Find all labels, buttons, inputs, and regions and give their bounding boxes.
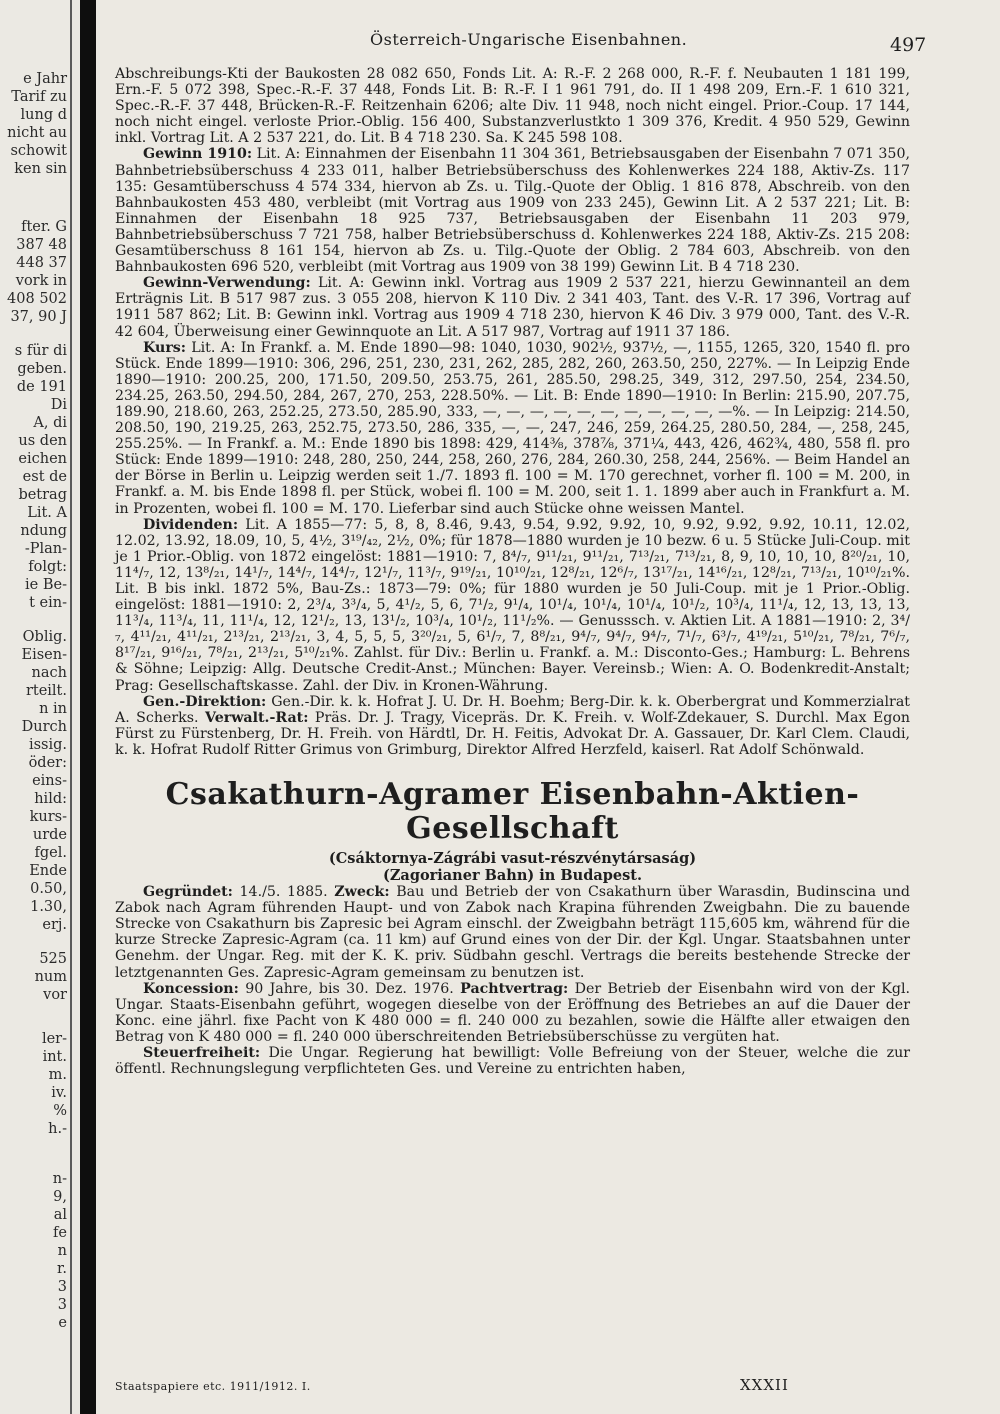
book-gutter: [80, 0, 96, 1414]
adjacent-page-fragment: 525: [39, 951, 67, 967]
footer-sheet-number: XXXII: [740, 1376, 789, 1394]
adjacent-page-fragment: fter. G: [21, 219, 67, 235]
direktion-paragraph: [115, 694, 910, 758]
adjacent-page-fragment: n in: [39, 701, 67, 717]
adjacent-page-fragment: vor: [43, 987, 67, 1003]
adjacent-page-fragment: nach: [31, 665, 67, 681]
adjacent-page-fragment: nicht au: [7, 125, 67, 141]
adjacent-page-fragment: hild:: [34, 791, 67, 807]
verwendung-paragraph: [115, 275, 910, 339]
adjacent-page-fragment: s für di: [14, 343, 67, 359]
company-city: Budapest.: [560, 867, 642, 885]
adjacent-page-fragment: 448 37: [16, 255, 67, 271]
adjacent-page-fragment: folgt:: [28, 559, 67, 575]
adjacent-page-fragment: eichen: [18, 451, 67, 467]
steuerfreiheit-paragraph: [115, 1045, 910, 1077]
company-subtitle-hungarian: (Csáktornya-Zágrábi vasut-részvénytársaság): [328, 850, 697, 868]
steuerfreiheit-text: Die Ungar. Regierung hat bewilligt: Volle Befreiung von der Steuer, welche die zur öffentl. Rechnungslegung verpflichteten Ges. und Vereine zu entrichten haben,: [115, 1044, 910, 1078]
adjacent-page-fragment: lung d: [20, 107, 67, 123]
running-title: Österreich-Ungarische Eisenbahnen.: [370, 30, 688, 49]
adjacent-page-fragment: 3: [57, 1279, 67, 1295]
adjacent-page-fragment: erj.: [42, 917, 67, 933]
dividenden-paragraph: [115, 517, 910, 694]
verwendung-text: Lit. A: Gewinn inkl. Vortrag aus 1909 2 537 221, hierzu Gewinnanteil an dem Erträgnis Lit. B 517 987 zus. 3 055 208, hiervon K 110 Div. 2 341 403, Tant. des V.-R. 17 396, Vortrag auf 1911 587 862; Lit. B: Gewinn inkl. Vortrag aus 1909 4 718 230, hiervon K 46 Div. 3 979 000, Tant. des V.-R. 42 604, Überweisung einer Gewinnquote an Lit. A 517 987, Vortrag auf 1911 37 186.: [115, 275, 910, 340]
adjacent-page-fragment: issig.: [28, 737, 67, 753]
adjacent-page-fragment: ken sin: [14, 161, 67, 177]
page-body: [115, 66, 910, 1077]
adjacent-page-fragment: Eisen-: [21, 647, 67, 663]
gewinn-paragraph: [115, 146, 910, 275]
adjacent-page-fragment: num: [34, 969, 67, 985]
adjacent-page-fragment: Oblig.: [22, 629, 67, 645]
adjacent-page-fragment: Durch: [21, 719, 67, 735]
adjacent-page-fragment: 9,: [53, 1189, 67, 1205]
adjacent-page-fragment: 37, 90 J: [10, 309, 67, 325]
zweck-text: Bau und Betrieb der von Csakathurn über Warasdin, Budinscina und Zabok nach Agram führenden Haupt- und von Zabok nach Krapina führenden Zweigbahn. Die zu bauende Strecke von Csakathurn bis Zapresic bei Agram einschl. der Zweigbahn beträgt 115,605 km, während für die kurze Strecke Zapresic-Agram (ca. 11 km) auf Grund eines von der Dir. der Kgl. Ungar. Staatsbahnen unter Genehm. der Ungar. Reg. mit der K. K. priv. Südbahn geschl. Vertrags die bereits bestehende Strecke der letztgenannten Ges. Zapresic-Agram gemeinsam zu benutzen ist.: [115, 884, 910, 981]
koncession-text: 90 Jahre, bis 30. Dez. 1976.: [245, 980, 454, 997]
verwendung-label: Gewinn-Verwendung:: [143, 275, 311, 292]
adjacent-page-fragment: iv.: [51, 1085, 67, 1101]
adjacent-page-fragment: -Plan-: [24, 541, 67, 557]
adjacent-page-fragment: int.: [42, 1049, 67, 1065]
adjacent-page-fragment: r.: [57, 1261, 67, 1277]
kurs-label: Kurs:: [143, 339, 187, 356]
dividenden-text: Lit. A 1855—77: 5, 8, 8, 8.46, 9.43, 9.54, 9.92, 9.92, 10, 9.92, 9.92, 9.92, 10.11, 12.02, 12.02, 13.92, 18.09, 10, 5, 4½, 3¹⁹/₄₂, 2½, 0%; für 1878—1880 wurden je 10 bezw. 6 u. 5 Stücke Juli-Coup. mit je 1 Prior.-Oblig. von 1872 eingelöst: 1881—1910: 7, 8⁴/₇, 9¹¹/₂₁, 9¹¹/₂₁, 7¹³/₂₁, 7¹³/₂₁, 8, 9, 10, 10, 10, 8²⁰/₂₁, 10, 11⁴/₇, 12, 13⁸/₂₁, 14¹/₇, 14⁴/₇, 14⁴/₇, 12¹/₇, 11³/₇, 9¹⁹/₂₁, 10¹⁰/₂₁, 12⁸/₂₁, 12⁶/₇, 13¹⁷/₂₁, 14¹⁶/₂₁, 12⁸/₂₁, 7¹³/₂₁, 10¹⁰/₂₁%. Lit. B bis inkl. 1872 5%, Bau-Zs.: 1873—79: 0%; für 1880 wurden je 50 Juli-Coup. mit je 1 Prior.-Oblig. eingelöst: 1881—1910: 2, 2³/₄, 3³/₄, 5, 4¹/₂, 5, 6, 7¹/₂, 9¹/₄, 10¹/₄, 10¹/₄, 10¹/₄, 10¹/₂, 10³/₄, 11¹/₄, 12, 13, 13, 13, 11³/₄, 11³/₄, 11, 11¹/₄, 12, 12¹/₂, 13, 13¹/₂, 10³/₄, 10¹/₂, 11¹/₂%. — Genusssch. v. Aktien Lit. A 1881—1910: 2, 3⁴/₇, 4¹¹/₂₁, 4¹¹/₂₁, 2¹³/₂₁, 2¹³/₂₁, 3, 4, 5, 5, 5, 3²⁰/₂₁, 5, 6¹/₇, 7, 8⁸/₂₁, 9⁴/₇, 9⁴/₇, 9⁴/₇, 7¹/₇, 6³/₇, 4¹⁹/₂₁, 5¹⁰/₂₁, 7⁸/₂₁, 7⁶/₇, 8¹⁷/₂₁, 9¹⁶/₂₁, 7⁸/₂₁, 2¹³/₂₁, 5¹⁰/₂₁%. Zahlst. für Div.: Berlin u. Frankf. a. M.: Disconto-Ges.; Hamburg: L. Behrens & Söhne; Leipzig: Allg. Deutsche Credit-Anst.; München: Bayer. Vereinsb.; Wien: A. O. Bodenkredit-Anstalt; Prag: Gesellschaftskasse. Zahl. der Div. in Kronen-Währung.: [115, 516, 910, 694]
verwalt-text: Präs. Dr. J. Tragy, Vicepräs. Dr. K. Freih. v. Wolf-Zdekauer, S. Durchl. Max Egon Fürst zu Fürstenberg, Dr. H. Freih. von Härdtl, Dr. H. Feitis, Advokat Dr. A. Gassauer, Dr. Karl Clem. Claudi, k. k. Hofrat Rudolf Ritter Grimus von Grimburg, Direktor Alfred Herzfeld, kaiserl. Rat Adolf Schönwald.: [115, 709, 911, 758]
adjacent-page-fragment: ie Be-: [25, 577, 67, 593]
adjacent-page-fragment: n-: [52, 1171, 67, 1187]
company-title: Csakathurn-Agramer Eisenbahn-Aktien-Gesellschaft: [165, 777, 860, 847]
adjacent-page-strip: [0, 0, 70, 1414]
gewinn-label: Gewinn 1910:: [143, 146, 253, 163]
adjacent-page-fragment: e: [58, 1315, 67, 1331]
gegruendet-value: 14./5. 1885.: [239, 884, 328, 901]
direktion-text: Gen.-Dir. k. k. Hofrat J. U. Dr. H. Boehm; Berg-Dir. k. k. Oberbergrat und Kommerzialrat A. Scherks.: [115, 693, 910, 726]
adjacent-page-fragment: ndung: [20, 523, 67, 539]
verwalt-label: Verwalt.-Rat:: [204, 709, 309, 726]
koncession-paragraph: [115, 981, 910, 1045]
direktion-label: Gen.-Direktion:: [143, 693, 267, 710]
adjacent-page-fragment: 387 48: [16, 237, 67, 253]
footer-signature: Staatspapiere etc. 1911/1912. I.: [115, 1380, 311, 1393]
adjacent-page-fragment: al: [53, 1207, 67, 1223]
adjacent-page-fragment: vork in: [15, 273, 67, 289]
gegruendet-label: Gegründet:: [143, 884, 233, 901]
adjacent-page-fragment: Ende: [29, 863, 67, 879]
adjacent-page-fragment: 408 502: [7, 291, 67, 307]
pachtvertrag-text: Der Betrieb der Eisenbahn wird von der Kgl. Ungar. Staats-Eisenbahn geführt, wogegen dieselbe von der Eröffnung des Betriebes an auf die Dauer der Konc. eine jährl. fixe Pacht von K 480 000 = fl. 240 000 zu bezahlen, sowie die Hälfte aller etwaigen den Betrag von K 480 000 = fl. 240 000 überschreitenden Betriebsüberschüsse zu vergüten hat.: [115, 980, 910, 1045]
gutter-line: [70, 0, 72, 1414]
adjacent-page-fragment: 1.30,: [30, 899, 67, 915]
zweck-label: Zweck:: [334, 884, 390, 901]
adjacent-page-fragment: t ein-: [29, 595, 67, 611]
adjacent-page-fragment: A, di: [33, 415, 67, 431]
adjacent-page-fragment: est de: [22, 469, 67, 485]
balance-continuation: Abschreibungs-Kti der Baukosten 28 082 650, Fonds Lit. A: R.-F. 2 268 000, R.-F. f. Neubauten 1 181 199, Ern.-F. 5 072 398, Spec.-R.-F. 37 448, Fonds Lit. B: R.-F. I 1 961 791, do. II 1 498 209, Ern.-F. 1 610 321, Spec.-R.-F. 37 448, Brücken-R.-F. Reitzenhain 6206; alte Div. 11 948, noch nicht eingel. Prior.-Coup. 17 144, noch nicht eingel. verloste Prior.-Oblig. 156 400, Substanzverlustkto 1 309 376, Kredit. 4 950 529, Gewinn inkl. Vortrag Lit. A 2 537 221, do. Lit. B 4 718 230. Sa. K 245 598 108.: [115, 66, 910, 147]
adjacent-page-fragment: fe: [53, 1225, 67, 1241]
adjacent-page-fragment: geben.: [17, 361, 67, 377]
adjacent-page-fragment: e Jahr: [23, 71, 67, 87]
adjacent-page-fragment: kurs-: [29, 809, 67, 825]
adjacent-page-fragment: betrag: [18, 487, 67, 503]
adjacent-page-fragment: n: [57, 1243, 67, 1259]
adjacent-page-fragment: 0.50,: [30, 881, 67, 897]
gewinn-text: Lit. A: Einnahmen der Eisenbahn 11 304 361, Betriebsausgaben der Eisenbahn 7 071 350, Bahnbetriebsüberschuss 4 233 011, halber Betriebsüberschuss des Kohlenwerkes 224 188, Aktiv-Zs. 117 135: Gesamtüberschuss 4 574 334, hiervon ab Zs. u. Tilg.-Quote der Oblig. 1 816 878, Abschreib. von den Bahnbaukosten 453 480, verbleibt (mit Vortrag aus 1909 von 233 245), Gewinn Lit. A 2 537 221; Lit. B: Einnahmen der Eisenbahn 18 925 737, Betriebsausgaben der Eisenbahn 11 203 979, Bahnbetriebsüberschuss 7 721 758, halber Betriebsüberschuss d. Kohlenwerkes 224 188, Aktiv-Zs. 215 208: Gesamtüberschuss 8 161 154, hiervon ab Zs. u. Tilg.-Quote der Oblig. 2 784 603, Abschreib. von den Bahnbaukosten 696 520, verbleibt (mit Vortrag aus 1909 von 38 199) Gewinn Lit. B 4 718 230.: [115, 146, 910, 276]
adjacent-page-fragment: rteilt.: [25, 683, 67, 699]
company-alias: (Zagorianer Bahn) in: [382, 867, 556, 885]
adjacent-page-fragment: %: [53, 1103, 67, 1119]
company-subtitle-location: [115, 867, 910, 884]
adjacent-page-fragment: schowit: [10, 143, 67, 159]
adjacent-page-fragment: eins-: [32, 773, 67, 789]
adjacent-page-fragment: ler-: [41, 1031, 67, 1047]
adjacent-page-fragment: Lit. A: [27, 505, 67, 521]
steuerfreiheit-label: Steuerfreiheit:: [143, 1044, 261, 1061]
adjacent-page-fragment: Tarif zu: [11, 89, 67, 105]
adjacent-page-fragment: de 191: [16, 379, 67, 395]
kurs-paragraph: [115, 340, 910, 517]
kurs-text: Lit. A: In Frankf. a. M. Ende 1890—98: 1040, 1030, 902½, 937½, —, 1155, 1265, 320, 1540 fl. pro Stück. Ende 1899—1910: 306, 296, 251, 230, 231, 262, 285, 282, 260, 263.50, 250, 227%. — In Leipzig Ende 1890—1910: 200.25, 200, 171.50, 209.50, 253.75, 261, 285.50, 298.25, 349, 312, 297.50, 254, 234.50, 234.25, 263.50, 294.50, 284, 267, 270, 253, 228.50%. — Lit. B: Ende 1890—1910: In Berlin: 215.90, 207.75, 189.90, 218.60, 263, 252.25, 273.50, 285.90, 333, —, —, —, —, —, —, —, —, —, —, —%. — In Leipzig: 214.50, 208.50, 190, 219.25, 263, 252.75, 273.50, 286, 335, —, —, 247, 246, 259, 264.25, 280.50, 284, —, 258, 245, 255.25%. — In Frankf. a. M.: Ende 1890 bis 1898: 429, 414⅜, 378⅞, 371¼, 443, 426, 462¾, 480, 558 fl. pro Stück: Ende 1899—1910: 248, 280, 250, 244, 258, 260, 276, 284, 260.30, 258, 244, 256%. — Beim Handel an der Börse in Berlin u. Leipzig werden seit 1./7. 1893 fl. 100 = M. 170 gerechnet, vorher fl. 100 = M. 200, in Frankf. a. M. bis Ende 1898 fl. per Stück, wobei fl. 100 = M. 200, seit 1. 1. 1899 aber auch in Frankfurt a. M. in Prozenten, wobei fl. 100 = M. 170. Lieferbar sind auch Stücke ohne weissen Mantel.: [115, 339, 910, 517]
page-number: 497: [890, 34, 927, 56]
adjacent-page-fragment: urde: [32, 827, 67, 843]
dividenden-label: Dividenden:: [143, 516, 239, 533]
adjacent-page-fragment: Di: [50, 397, 67, 413]
adjacent-page-fragment: 3: [57, 1297, 67, 1313]
adjacent-page-fragment: m.: [48, 1067, 67, 1083]
adjacent-page-fragment: öder:: [28, 755, 67, 771]
adjacent-page-fragment: fgel.: [34, 845, 67, 861]
pachtvertrag-label: Pachtvertrag:: [460, 980, 569, 997]
adjacent-page-fragment: h.-: [48, 1121, 67, 1137]
gegruendet-paragraph: [115, 884, 910, 981]
adjacent-page-fragment: us den: [18, 433, 67, 449]
page: [100, 0, 1000, 1414]
koncession-label: Koncession:: [143, 980, 239, 997]
